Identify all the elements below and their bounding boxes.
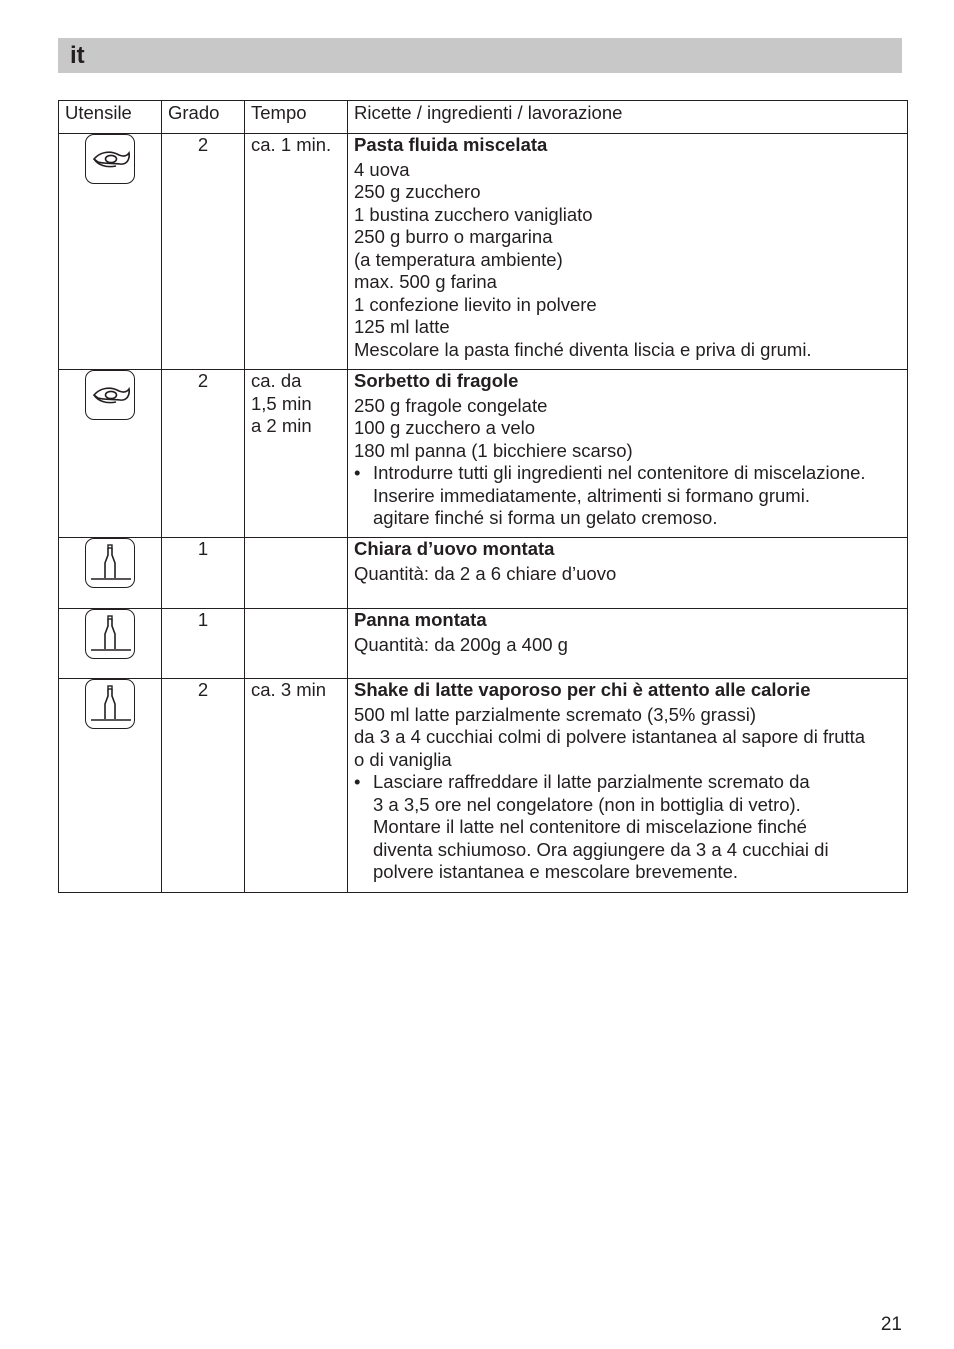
bullet-line: Introdurre tutti gli ingredienti nel contenitore di miscelazione. — [373, 462, 866, 483]
tempo-line: ca. 1 min. — [251, 134, 332, 155]
cell-recipe — [348, 538, 908, 609]
cell-recipe — [348, 609, 908, 679]
table-row — [59, 370, 908, 538]
recipe-title: Sorbetto di fragole — [354, 370, 519, 391]
cell-tempo — [245, 134, 348, 370]
bullet-line: 3 a 3,5 ore nel congelatore (non in bottiglia di vetro). — [373, 793, 801, 815]
bullet-line: Montare il latte nel contenitore di miscelazione finché — [373, 816, 807, 837]
tempo-line: ca. da — [251, 370, 302, 391]
ingredient-line: 4 uova — [354, 158, 410, 180]
ingredient-line: 100 g zucchero a velo — [354, 417, 536, 438]
whisk-disc-icon — [85, 609, 135, 659]
ingredient-line: 1 bustina zucchero vanigliato — [354, 203, 593, 225]
ingredient-line: 250 g burro o margarina — [354, 226, 553, 247]
bullet-text — [373, 771, 829, 884]
language-header-bar — [58, 38, 902, 73]
cell-grado: 2 — [162, 134, 245, 370]
table-row — [59, 134, 908, 370]
cell-tempo — [245, 609, 348, 679]
table-row — [59, 538, 908, 609]
tempo-line: a 2 min — [251, 415, 312, 436]
ingredient-line: Mescolare la pasta finché diventa liscia e priva di grumi. — [354, 338, 812, 360]
cell-tempo — [245, 679, 348, 893]
cell-tempo — [245, 538, 348, 609]
cell-utensile — [59, 134, 162, 370]
ingredient-line: da 3 a 4 cucchiai colmi di polvere istantanea al sapore di frutta — [354, 726, 866, 747]
bullet-dot-icon: • — [354, 771, 361, 792]
tempo-line: 1,5 min — [251, 392, 312, 414]
recipe-table-body — [59, 134, 908, 893]
recipe-title: Panna montata — [354, 609, 487, 630]
bullet-line: polvere istantanea e mescolare brevemente. — [373, 861, 739, 882]
whisk-disc-icon-graphic — [86, 539, 136, 589]
cell-utensile — [59, 679, 162, 893]
column-header-utensile: Utensile — [59, 101, 162, 134]
ingredient-line: 180 ml panna (1 bicchiere scarso) — [354, 439, 633, 461]
cell-grado: 1 — [162, 538, 245, 609]
instruction-bullet — [354, 462, 901, 530]
whisk-disc-icon — [85, 538, 135, 588]
cell-recipe — [348, 134, 908, 370]
cell-recipe — [348, 370, 908, 538]
bullet-line: diventa schiumoso. Ora aggiungere da 3 a 4 cucchiai di — [373, 838, 829, 860]
column-header-grado: Grado — [162, 101, 245, 134]
column-header-tempo: Tempo — [245, 101, 348, 134]
ingredient-line: Quantità: da 200g a 400 g — [354, 633, 568, 655]
recipe-title: Pasta fluida miscelata — [354, 134, 548, 155]
cell-grado: 1 — [162, 609, 245, 679]
ingredient-line: (a temperatura ambiente) — [354, 248, 563, 270]
bullet-dot-icon: • — [354, 462, 361, 483]
bullet-text — [373, 462, 866, 530]
page-number: 21 — [880, 1314, 902, 1335]
cell-grado: 2 — [162, 679, 245, 893]
ingredient-line: Quantità: da 2 a 6 chiare d’uovo — [354, 562, 617, 584]
recipe-title: Shake di latte vaporoso per chi è attento alle calorie — [354, 679, 811, 700]
bullet-line: Inserire immediatamente, altrimenti si formano grumi. — [373, 484, 810, 506]
ingredient-line: o di vaniglia — [354, 748, 452, 770]
table-header-row — [59, 101, 908, 134]
recipe-title: Chiara d’uovo montata — [354, 538, 555, 559]
whisk-disc-icon — [85, 679, 135, 729]
bullet-line: Lasciare raffreddare il latte parzialmente scremato da — [373, 771, 810, 792]
whisk-disc-icon-graphic — [86, 610, 136, 660]
ingredient-line: max. 500 g farina — [354, 271, 497, 292]
blade-icon — [85, 134, 135, 184]
blade-icon-graphic — [86, 135, 136, 185]
cell-utensile — [59, 370, 162, 538]
cell-utensile — [59, 609, 162, 679]
cell-grado: 2 — [162, 370, 245, 538]
recipe-table — [58, 100, 908, 893]
bullet-line: agitare finché si forma un gelato cremoso. — [373, 507, 718, 528]
language-code: it — [70, 42, 85, 69]
ingredient-line: 1 confezione lievito in polvere — [354, 293, 597, 315]
cell-recipe — [348, 679, 908, 893]
table-row — [59, 609, 908, 679]
blade-icon — [85, 370, 135, 420]
cell-tempo — [245, 370, 348, 538]
ingredient-line: 500 ml latte parzialmente scremato (3,5% grassi) — [354, 703, 757, 725]
whisk-disc-icon-graphic — [86, 680, 136, 730]
table-row — [59, 679, 908, 893]
tempo-line: ca. 3 min — [251, 679, 327, 700]
cell-utensile — [59, 538, 162, 609]
ingredient-line: 125 ml latte — [354, 316, 450, 337]
ingredient-line: 250 g fragole congelate — [354, 394, 548, 416]
instruction-bullet — [354, 771, 901, 884]
ingredient-line: 250 g zucchero — [354, 181, 481, 202]
column-header-ricette: Ricette / ingredienti / lavorazione — [348, 101, 908, 134]
blade-icon-graphic — [86, 371, 136, 421]
